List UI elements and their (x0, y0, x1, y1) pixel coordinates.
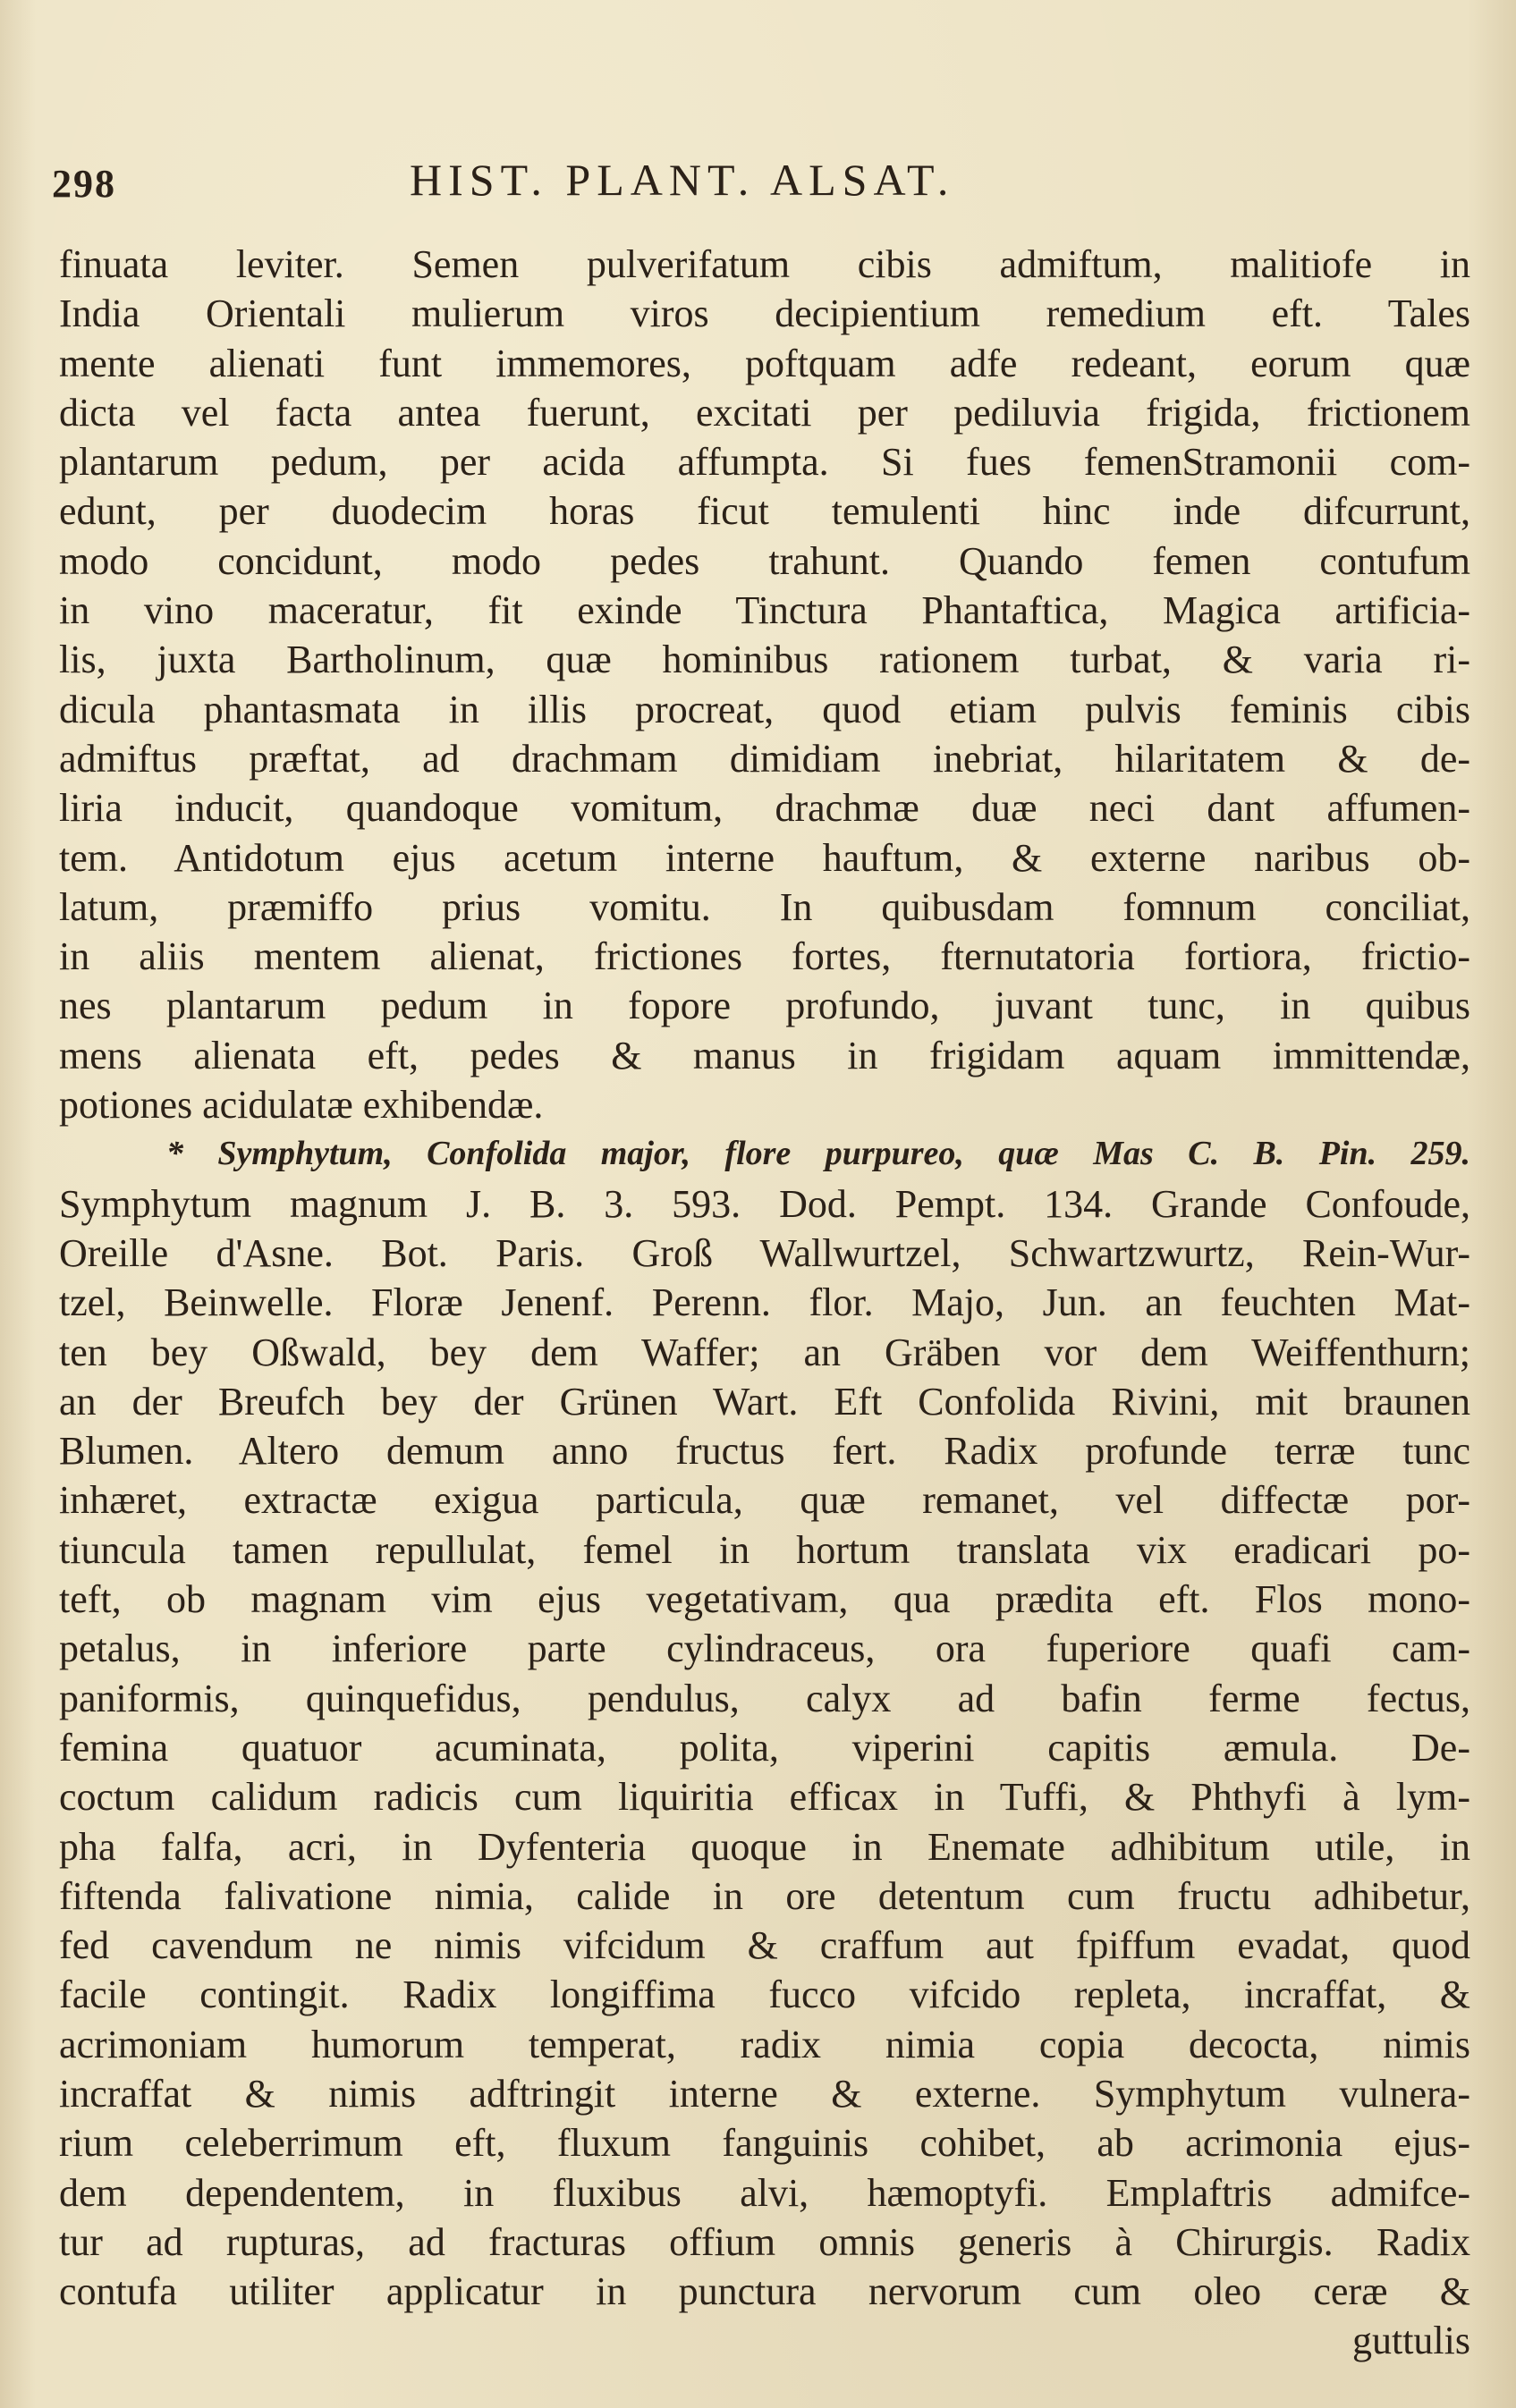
text-line: potiones acidulatæ exhibendæ. (59, 1083, 544, 1128)
text-line: mente alienati funt immemores, poftquam adfe redeant, eorum quæ (59, 341, 1470, 385)
text-line: contufa utiliter applicatur in punctura nervorum cum oleo ceræ & (59, 2269, 1470, 2314)
body-text (59, 240, 1470, 2366)
text-line: rium celeberrimum eft, fluxum fanguinis cohibet, ab acrimonia ejus- (59, 2121, 1470, 2166)
text-line: ten bey Oßwald, bey dem Waffer; an Gräben vor dem Weiffenthurn; (59, 1330, 1470, 1374)
text-line: teft, ob magnam vim ejus vegetativam, qua prædita eft. Flos mono- (59, 1577, 1470, 1622)
text-line: incraffat & nimis adftringit interne & externe. Symphytum vulnera- (59, 2071, 1470, 2116)
text-line: Blumen. Altero demum anno fructus fert. Radix profunde terræ tunc (59, 1429, 1470, 1474)
text-line: in aliis mentem alienat, frictiones fortes, fternutatoria fortiora, frictio- (59, 934, 1470, 979)
text-line: tzel, Beinwelle. Floræ Jenenf. Perenn. flor. Majo, Jun. an feuchten Mat- (59, 1280, 1470, 1325)
text-line: mens alienata eft, pedes & manus in frigidam aquam immittendæ, (59, 1033, 1470, 1077)
text-line: plantarum pedum, per acida affumpta. Si fues femenStramonii com- (59, 440, 1470, 485)
text-line: dem dependentem, in fluxibus alvi, hæmoptyfi. Emplaftris admifce- (59, 2170, 1470, 2215)
text-line: coctum calidum radicis cum liquiritia efficax in Tuffi, & Phthyfi à lym- (59, 1775, 1470, 1820)
text-line: India Orientali mulierum viros decipientium remedium eft. Tales (59, 291, 1470, 336)
text-line: pha falfa, acri, in Dyfenteria quoque in Enemate adhibitum utile, in (59, 1824, 1470, 1869)
text-line: tiuncula tamen repullulat, femel in hortum translata vix eradicari po- (59, 1527, 1470, 1572)
text-line: lis, juxta Bartholinum, quæ hominibus rationem turbat, & varia ri- (59, 638, 1470, 682)
text-line: fiftenda falivatione nimia, calide in ore detentum cum fructu adhibetur, (59, 1873, 1470, 1918)
catchword: guttulis (1351, 2319, 1470, 2363)
text-line: acrimoniam humorum temperat, radix nimia copia decocta, nimis (59, 2022, 1470, 2066)
text-line: nes plantarum pedum in fopore profundo, juvant tunc, in quibus (59, 984, 1470, 1028)
text-line: latum, præmiffo prius vomitu. In quibusdam fomnum conciliat, (59, 884, 1470, 929)
text-line: Oreille d'Asne. Bot. Paris. Groß Wallwurtzel, Schwartzwurtz, Rein-Wur- (59, 1230, 1470, 1275)
text-line: fed cavendum ne nimis vifcidum & craffum aut fpiffum evadat, quod (59, 1923, 1470, 1968)
text-line: inhæret, extractæ exigua particula, quæ remanet, vel diffectæ por- (59, 1478, 1470, 1523)
text-line: femina quatuor acuminata, polita, viperini capitis æmula. De- (59, 1725, 1470, 1770)
text-line: edunt, per duodecim horas ficut temulenti hinc inde difcurrunt, (59, 489, 1470, 534)
text-line: modo concidunt, modo pedes trahunt. Quando femen contufum (59, 538, 1470, 583)
text-line: tur ad rupturas, ad fracturas offium omnis generis à Chirurgis. Radix (59, 2219, 1470, 2264)
page-number: 298 (52, 162, 116, 206)
text-line: in vino maceratur, fit exinde Tinctura Phantaftica, Magica artificia- (59, 588, 1470, 633)
text-line: dicula phantasmata in illis procreat, quod etiam pulvis feminis cibis (59, 687, 1470, 731)
running-title: HIST. PLANT. ALSAT. (410, 155, 955, 205)
text-line: admiftus præftat, ad drachmam dimidiam inebriat, hilaritatem & de- (59, 736, 1470, 781)
page-header (52, 154, 1474, 207)
text-line: dicta vel facta antea fuerunt, excitati per pediluvia frigida, frictionem (59, 390, 1470, 435)
entry-heading: * Symphytum, Confolida major, flore purpureo, quæ Mas C. B. Pin. 259. (166, 1135, 1470, 1173)
text-line: petalus, in inferiore parte cylindraceus, ora fuperiore quafi cam- (59, 1626, 1470, 1671)
text-line: tem. Antidotum ejus acetum interne hauftum, & externe naribus ob- (59, 835, 1470, 880)
text-line: facile contingit. Radix longiffima fucco vifcido repleta, incraffat, & (59, 1973, 1470, 2017)
text-line: an der Breufch bey der Grünen Wart. Eft Confolida Rivini, mit braunen (59, 1379, 1470, 1424)
text-line: Symphytum magnum J. B. 3. 593. Dod. Pempt. 134. Grande Confoude, (59, 1181, 1470, 1226)
text-line: liria inducit, quandoque vomitum, drachmæ duæ neci dant affumen- (59, 786, 1470, 831)
text-line: finuata leviter. Semen pulverifatum cibis admiftum, malitiofe in (59, 242, 1470, 286)
text-line: paniformis, quinquefidus, pendulus, calyx ad bafin ferme fectus, (59, 1676, 1470, 1720)
